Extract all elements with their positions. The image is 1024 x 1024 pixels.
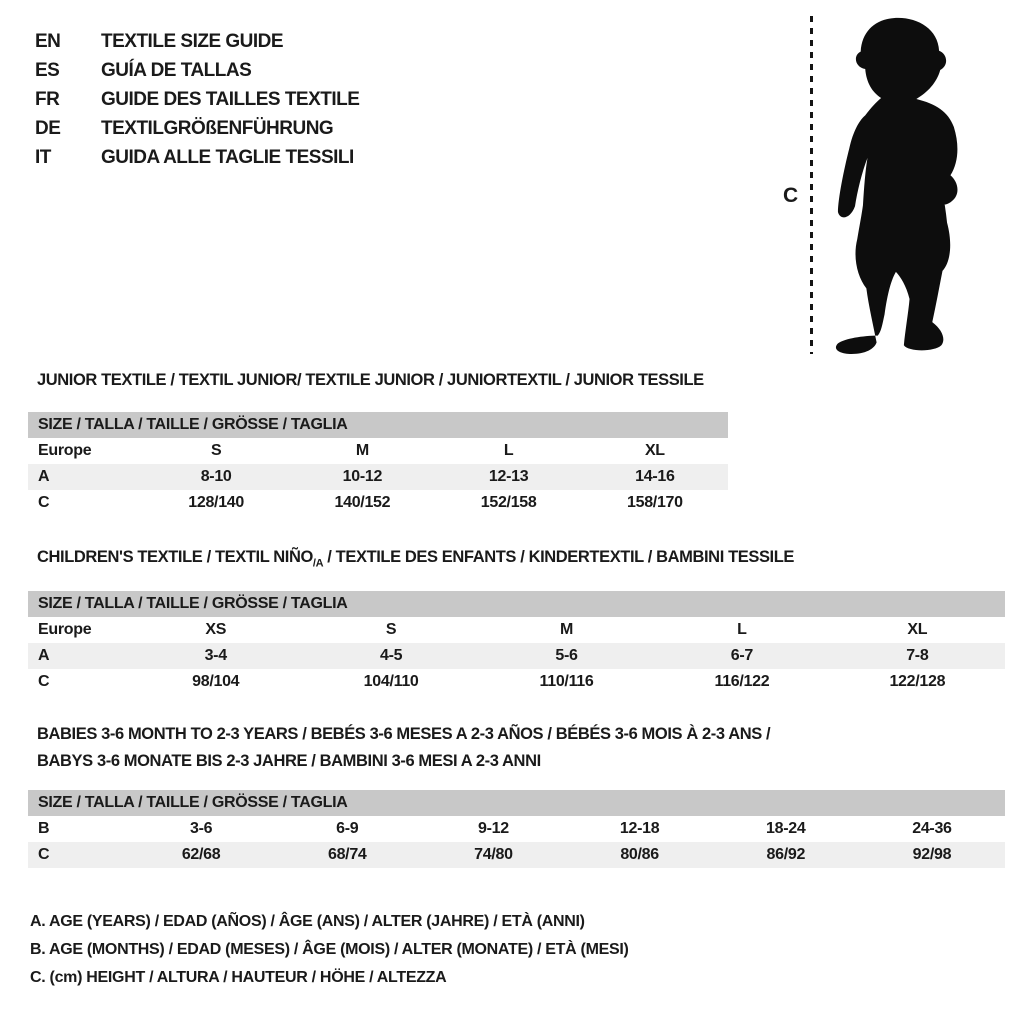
size-cell: M	[560, 621, 574, 638]
language-title: GUIDA ALLE TAGLIE TESSILI	[101, 146, 354, 168]
measure-label-c: C	[783, 184, 799, 207]
size-cell: 62/68	[181, 846, 221, 863]
section-title-babies	[37, 721, 770, 775]
row-label: Europe	[38, 442, 92, 459]
size-cell: S	[210, 442, 222, 459]
size-cell: 9-12	[478, 820, 509, 837]
section-title-junior: JUNIOR TEXTILE / TEXTIL JUNIOR/ TEXTILE JUNIOR / JUNIORTEXTIL / JUNIOR TESSILE	[37, 371, 704, 389]
language-row	[35, 85, 359, 114]
size-cell: 6-7	[730, 647, 754, 664]
size-table-children	[28, 591, 1005, 695]
size-cell: 7-8	[906, 647, 929, 664]
language-row	[35, 143, 359, 172]
size-cell: 6-9	[336, 820, 359, 837]
size-cell: 110/116	[539, 673, 594, 690]
section-title-children-post: / TEXTILE DES ENFANTS / KINDERTEXTIL / BAMBINI TESSILE	[323, 548, 795, 566]
row-label: A	[38, 468, 50, 485]
size-table-babies	[28, 790, 1005, 868]
table-row	[28, 643, 1005, 669]
section-title-babies-line1: BABIES 3-6 MONTH TO 2-3 YEARS / BEBÉS 3-6 MESES A 2-3 AÑOS / BÉBÉS 3-6 MOIS À 2-3 ANS /	[37, 725, 771, 743]
size-cell: L	[737, 621, 747, 638]
size-cell: 8-10	[200, 468, 232, 485]
row-label: A	[38, 647, 50, 664]
note-height-cm: C. (cm) HEIGHT / ALTURA / HAUTEUR / HÖHE / ALTEZZA	[30, 969, 447, 986]
language-row	[35, 27, 359, 56]
row-label: C	[38, 673, 50, 690]
size-cell: 12-13	[488, 468, 529, 485]
language-title: GUÍA DE TALLAS	[101, 59, 252, 81]
size-cell: 12-18	[619, 820, 660, 837]
table-row	[28, 490, 728, 516]
size-cell: 4-5	[379, 647, 403, 664]
language-title: TEXTILGRÖßENFÜHRUNG	[101, 117, 334, 139]
section-title-children	[37, 548, 794, 569]
row-label: C	[38, 846, 50, 863]
table-row	[28, 842, 1005, 868]
size-cell: 18-24	[766, 820, 806, 837]
language-code: DE	[35, 117, 61, 139]
table-row	[28, 669, 1005, 695]
table-row	[28, 464, 728, 490]
size-cell: 80/86	[620, 846, 659, 863]
size-cell: 3-4	[204, 647, 227, 664]
language-title-block	[35, 27, 359, 172]
size-cell: 140/152	[334, 494, 391, 511]
size-cell: M	[355, 442, 369, 459]
size-cell: 3-6	[189, 820, 213, 837]
size-cell: 86/92	[766, 846, 806, 863]
section-title-children-pre: CHILDREN'S TEXTILE / TEXTIL NIÑO	[37, 548, 313, 566]
size-cell: XL	[907, 621, 928, 638]
size-table-header: SIZE / TALLA / TAILLE / GRÖSSE / TAGLIA	[28, 591, 1005, 617]
row-label: B	[38, 820, 50, 837]
size-cell: 158/170	[627, 494, 683, 511]
size-cell: 152/158	[480, 494, 537, 511]
size-cell: 92/98	[912, 846, 952, 863]
size-table-junior	[28, 412, 728, 516]
note-age-years: A. AGE (YEARS) / EDAD (AÑOS) / ÂGE (ANS) / ALTER (JAHRE) / ETÀ (ANNI)	[30, 913, 585, 930]
language-title: TEXTILE SIZE GUIDE	[101, 30, 284, 52]
size-cell: 74/80	[474, 846, 513, 863]
size-cell: 5-6	[555, 647, 578, 664]
size-cell: 24-36	[912, 820, 952, 837]
size-cell: 116/122	[714, 673, 770, 690]
footnotes	[30, 908, 629, 992]
language-code: FR	[35, 88, 60, 110]
language-title: GUIDE DES TAILLES TEXTILE	[101, 88, 360, 110]
size-table-header: SIZE / TALLA / TAILLE / GRÖSSE / TAGLIA	[28, 412, 728, 438]
language-row	[35, 56, 359, 85]
language-code: EN	[35, 30, 61, 52]
size-cell: XL	[644, 442, 665, 459]
size-cell: 14-16	[635, 468, 675, 485]
size-cell: 128/140	[188, 494, 244, 511]
language-code: IT	[35, 146, 51, 168]
size-cell: XS	[205, 621, 227, 638]
size-cell: 122/128	[889, 673, 946, 690]
row-label: C	[38, 494, 50, 511]
row-label: Europe	[38, 621, 92, 638]
size-cell: 10-12	[342, 468, 383, 485]
note-age-months: B. AGE (MONTHS) / EDAD (MESES) / ÂGE (MOIS) / ALTER (MONATE) / ETÀ (MESI)	[30, 941, 629, 958]
language-row	[35, 114, 359, 143]
section-title-babies-line2: BABYS 3-6 MONATE BIS 2-3 JAHRE / BAMBINI 3-6 MESI A 2-3 ANNI	[37, 752, 541, 770]
section-title-children-sub: /A	[312, 557, 324, 570]
table-row	[28, 617, 1005, 643]
language-code: ES	[35, 59, 60, 81]
table-row	[28, 816, 1005, 842]
size-cell: S	[385, 621, 397, 638]
size-cell: 68/74	[327, 846, 367, 863]
size-cell: L	[503, 442, 514, 459]
size-table-header: SIZE / TALLA / TAILLE / GRÖSSE / TAGLIA	[28, 790, 1005, 816]
size-cell: 98/104	[192, 673, 240, 690]
toddler-silhouette-icon	[830, 14, 980, 354]
size-cell: 104/110	[363, 673, 419, 690]
height-measure-dotted-line	[810, 16, 813, 354]
table-row	[28, 438, 728, 464]
